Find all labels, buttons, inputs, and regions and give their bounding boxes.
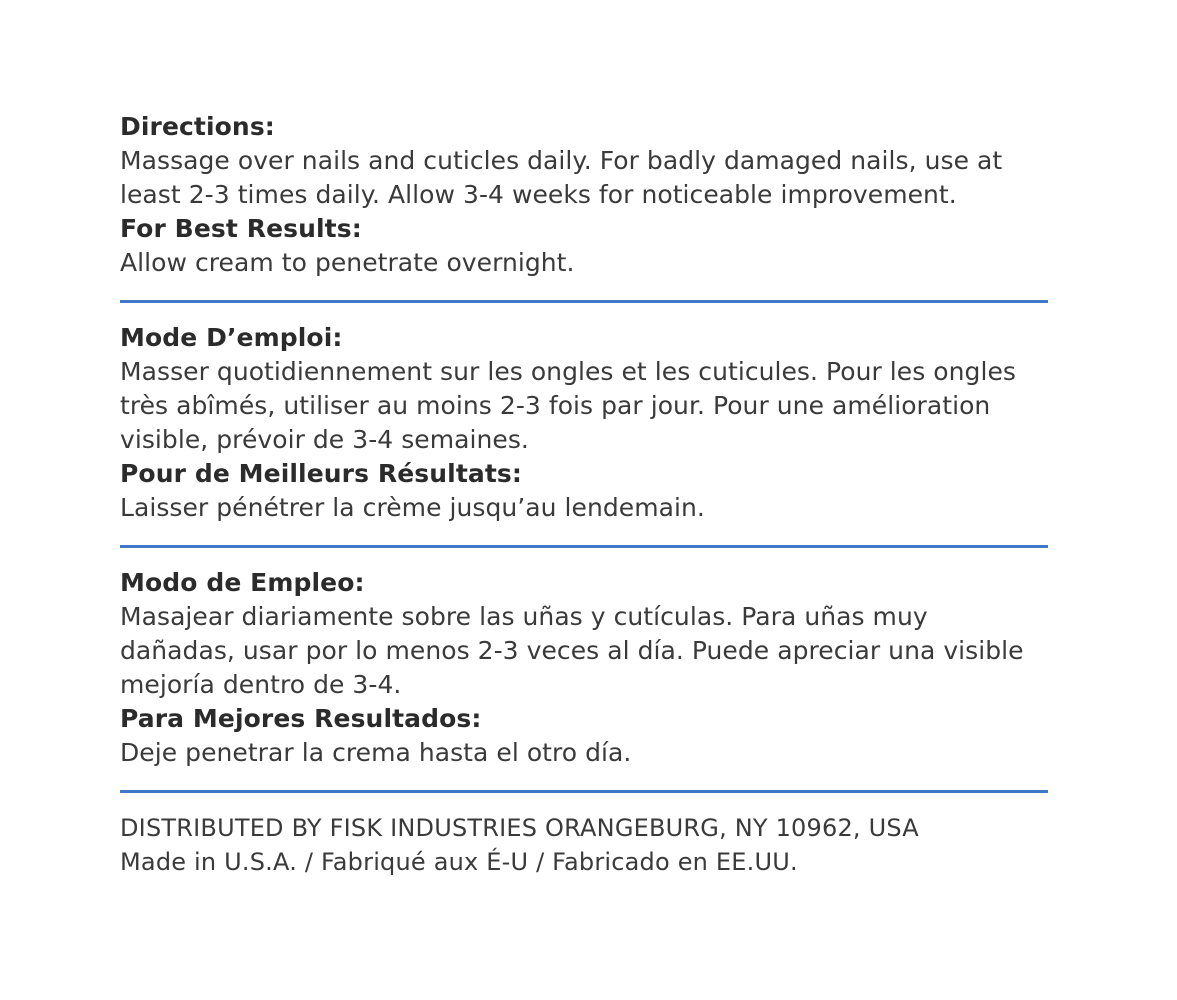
section-french — [120, 321, 1057, 525]
mejores-resultados-heading: Para Mejores Resultados: — [120, 704, 482, 733]
divider-3 — [120, 790, 1048, 793]
meilleurs-resultats-heading: Pour de Meilleurs Résultats: — [120, 459, 522, 488]
meilleurs-resultats-body: Laisser pénétrer la crème jusqu’au lendemain. — [120, 493, 705, 522]
section-english — [120, 110, 1057, 280]
section-spanish — [120, 566, 1057, 770]
divider-1 — [120, 300, 1048, 303]
mejores-resultados-body: Deje penetrar la crema hasta el otro día. — [120, 738, 632, 767]
mode-emploi-heading: Mode D’emploi: — [120, 323, 343, 352]
directions-body: Massage over nails and cuticles daily. For badly damaged nails, use at least 2-3 times daily. Allow 3-4 weeks for noticeable improvement. — [120, 146, 1003, 209]
distributor-line: DISTRIBUTED BY FISK INDUSTRIES ORANGEBURG, NY 10962, USA — [120, 814, 919, 842]
mode-emploi-body: Masser quotidiennement sur les ongles et les cuticules. Pour les ongles très abîmés, utiliser au moins 2-3 fois par jour. Pour une amélioration visible, prévoir de 3-4 semaines. — [120, 357, 1016, 454]
best-results-heading: For Best Results: — [120, 214, 362, 243]
modo-empleo-body: Masajear diariamente sobre las uñas y cutículas. Para uñas muy dañadas, usar por lo menos 2-3 veces al día. Puede apreciar una visible mejoría dentro de 3-4. — [120, 602, 1024, 699]
footer-block — [120, 811, 1057, 879]
directions-heading: Directions: — [120, 112, 275, 141]
divider-2 — [120, 545, 1048, 548]
modo-empleo-heading: Modo de Empleo: — [120, 568, 365, 597]
made-in-line: Made in U.S.A. / Fabriqué aux É-U / Fabricado en EE.UU. — [120, 848, 798, 877]
best-results-body: Allow cream to penetrate overnight. — [120, 248, 575, 277]
